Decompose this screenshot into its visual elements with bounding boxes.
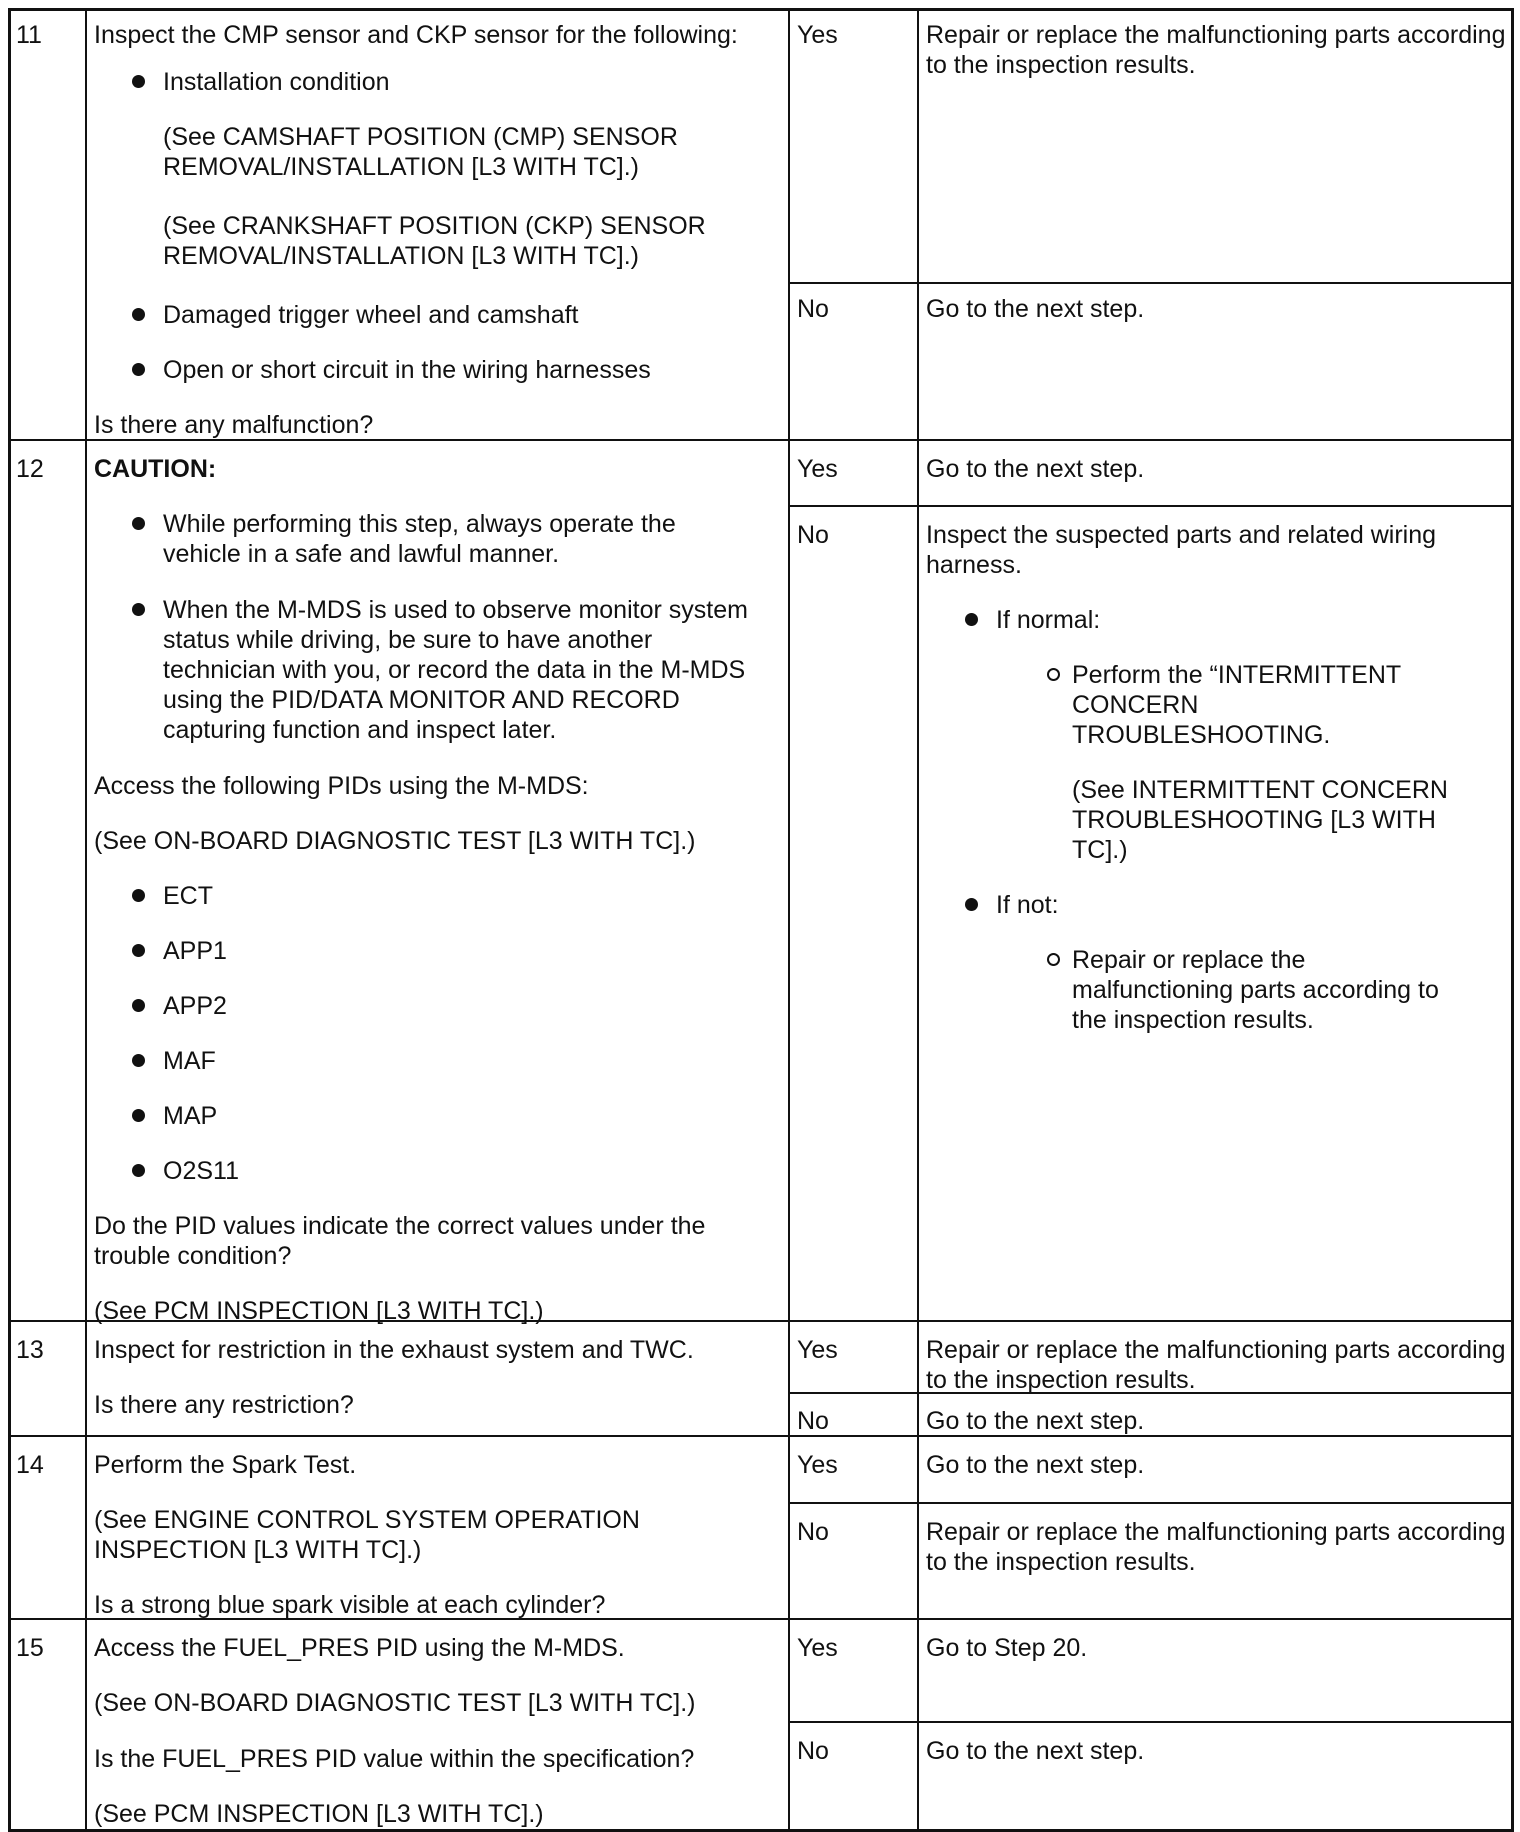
pid-item: MAF — [163, 1047, 216, 1075]
sub-action: TROUBLESHOOTING. — [1072, 721, 1331, 749]
sub-action: malfunctioning parts according to — [1072, 976, 1439, 1004]
bullet-icon — [965, 613, 978, 626]
caution-item: using the PID/DATA MONITOR AND RECORD — [163, 686, 680, 714]
bullet-icon — [132, 1054, 145, 1067]
column-divider-step — [85, 8, 87, 1832]
procedure-question: Is there any restriction? — [94, 1391, 354, 1419]
caution-item: vehicle in a safe and lawful manner. — [163, 540, 560, 568]
bullet-icon — [132, 75, 145, 88]
result-yes: Yes — [797, 1451, 838, 1479]
action-text: Repair or replace the malfunctioning parts according — [926, 1336, 1506, 1364]
reference-link[interactable]: (See PCM INSPECTION [L3 WITH TC].) — [94, 1800, 544, 1828]
bullet-icon — [132, 603, 145, 616]
caution-item: status while driving, be sure to have another — [163, 626, 653, 654]
caution-item: technician with you, or record the data in the M-MDS — [163, 656, 746, 684]
action-text: to the inspection results. — [926, 1366, 1196, 1394]
action-text: Go to the next step. — [926, 295, 1145, 323]
result-no: No — [797, 295, 829, 323]
reference-link[interactable]: TC].) — [1072, 836, 1128, 864]
caution-item: While performing this step, always operate the — [163, 510, 676, 538]
bullet-icon — [132, 944, 145, 957]
condition-label: If normal: — [996, 606, 1101, 634]
caution-item: When the M-MDS is used to observe monitor system — [163, 596, 748, 624]
procedure-question: Is the FUEL_PRES PID value within the specification? — [94, 1745, 695, 1773]
result-no: No — [797, 1518, 829, 1546]
action-text: Go to the next step. — [926, 1451, 1145, 1479]
reference-link[interactable]: (See CAMSHAFT POSITION (CMP) SENSOR — [163, 123, 678, 151]
pid-item: ECT — [163, 882, 213, 910]
reference-link[interactable]: (See ENGINE CONTROL SYSTEM OPERATION — [94, 1506, 640, 1534]
row-divider — [8, 1435, 1514, 1437]
procedure-instruction: Access the FUEL_PRES PID using the M-MDS. — [94, 1634, 625, 1662]
action-text: Go to the next step. — [926, 1407, 1145, 1435]
sub-action: Repair or replace the — [1072, 946, 1306, 974]
bullet-icon — [132, 308, 145, 321]
pid-item: MAP — [163, 1102, 218, 1130]
sub-action: the inspection results. — [1072, 1006, 1314, 1034]
reference-link[interactable]: (See ON-BOARD DIAGNOSTIC TEST [L3 WITH TC].) — [94, 1689, 696, 1717]
condition-label: If not: — [996, 891, 1059, 919]
reference-link[interactable]: (See INTERMITTENT CONCERN — [1072, 776, 1448, 804]
reference-link[interactable]: REMOVAL/INSTALLATION [L3 WITH TC].) — [163, 153, 640, 181]
action-text: Repair or replace the malfunctioning parts according — [926, 21, 1506, 49]
bullet-icon — [132, 889, 145, 902]
bullet-icon — [132, 363, 145, 376]
reference-link[interactable]: TROUBLESHOOTING [L3 WITH — [1072, 806, 1436, 834]
pid-item: APP1 — [163, 937, 227, 965]
table-border-left — [8, 8, 11, 1832]
procedure-question: trouble condition? — [94, 1242, 292, 1270]
outcome-divider — [788, 1721, 1514, 1723]
outcome-divider — [788, 282, 1514, 284]
check-item: Damaged trigger wheel and camshaft — [163, 301, 579, 329]
reference-link[interactable]: REMOVAL/INSTALLATION [L3 WITH TC].) — [163, 242, 640, 270]
procedure-instruction: Perform the Spark Test. — [94, 1451, 357, 1479]
result-no: No — [797, 521, 829, 549]
action-text: Inspect the suspected parts and related wiring — [926, 521, 1437, 549]
check-item: Open or short circuit in the wiring harnesses — [163, 356, 651, 384]
step-number: 13 — [16, 1336, 44, 1364]
result-yes: Yes — [797, 1634, 838, 1662]
diagnostic-procedure-table — [8, 8, 1514, 1832]
outcome-divider — [788, 505, 1514, 507]
procedure-question: Do the PID values indicate the correct values under the — [94, 1212, 706, 1240]
check-item: Installation condition — [163, 68, 390, 96]
step-number: 12 — [16, 455, 44, 483]
step-number: 15 — [16, 1634, 44, 1662]
procedure-intro: Inspect the CMP sensor and CKP sensor for the following: — [94, 21, 738, 49]
sub-bullet-icon — [1047, 668, 1060, 681]
action-text: Repair or replace the malfunctioning parts according — [926, 1518, 1506, 1546]
pid-item: APP2 — [163, 992, 227, 1020]
procedure-instruction: Inspect for restriction in the exhaust system and TWC. — [94, 1336, 694, 1364]
caution-item: capturing function and inspect later. — [163, 716, 557, 744]
bullet-icon — [132, 517, 145, 530]
bullet-icon — [965, 898, 978, 911]
procedure-instruction: Access the following PIDs using the M-MDS: — [94, 772, 589, 800]
caution-label: CAUTION: — [94, 455, 217, 483]
sub-bullet-icon — [1047, 953, 1060, 966]
action-text: to the inspection results. — [926, 1548, 1196, 1576]
procedure-question: Is there any malfunction? — [94, 411, 374, 439]
bullet-icon — [132, 1109, 145, 1122]
action-text: Go to the next step. — [926, 455, 1145, 483]
step-number: 14 — [16, 1451, 44, 1479]
table-border-top — [8, 8, 1514, 11]
result-yes: Yes — [797, 21, 838, 49]
result-no: No — [797, 1737, 829, 1765]
pid-item: O2S11 — [163, 1157, 239, 1185]
sub-action: CONCERN — [1072, 691, 1199, 719]
bullet-icon — [132, 999, 145, 1012]
action-text: to the inspection results. — [926, 51, 1196, 79]
action-text: Go to Step 20. — [926, 1634, 1088, 1662]
reference-link[interactable]: (See PCM INSPECTION [L3 WITH TC].) — [94, 1297, 544, 1325]
result-no: No — [797, 1407, 829, 1435]
result-yes: Yes — [797, 1336, 838, 1364]
result-yes: Yes — [797, 455, 838, 483]
reference-link[interactable]: (See CRANKSHAFT POSITION (CKP) SENSOR — [163, 212, 706, 240]
sub-action: Perform the “INTERMITTENT — [1072, 661, 1402, 689]
reference-link[interactable]: (See ON-BOARD DIAGNOSTIC TEST [L3 WITH TC].) — [94, 827, 696, 855]
action-text: harness. — [926, 551, 1022, 579]
procedure-question: Is a strong blue spark visible at each cylinder? — [94, 1591, 606, 1619]
action-text: Go to the next step. — [926, 1737, 1145, 1765]
step-number: 11 — [16, 21, 42, 49]
outcome-divider — [788, 1502, 1514, 1504]
bullet-icon — [132, 1164, 145, 1177]
reference-link[interactable]: INSPECTION [L3 WITH TC].) — [94, 1536, 422, 1564]
